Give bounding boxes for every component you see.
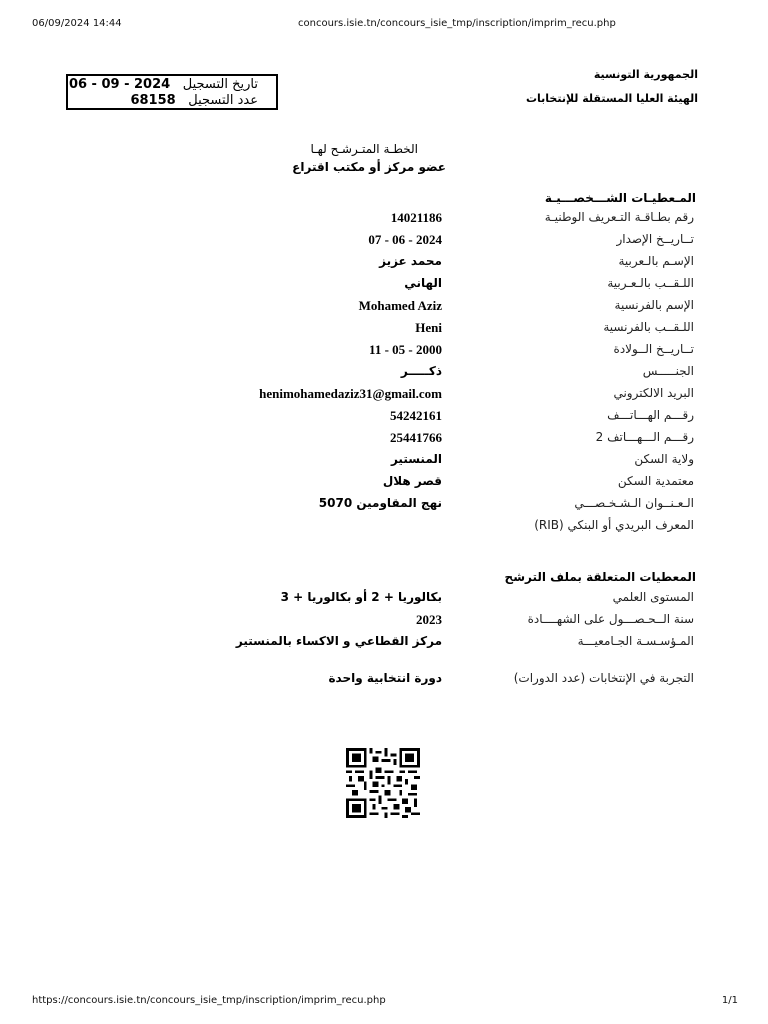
field-label: تــاريــخ الإصدار <box>616 232 694 246</box>
personal-row <box>0 320 768 338</box>
address: نهج المقاومين 5070 <box>318 496 442 510</box>
print-datetime: 06/09/2024 14:44 <box>32 18 122 29</box>
candidacy-section-title: المعطيات المتعلقة بملف الترشح <box>504 570 696 584</box>
registration-date-label: تاريخ التسجيل <box>182 77 258 92</box>
registration-number-label: عدد التسجيل <box>188 93 258 108</box>
field-label: رقم بطـاقـة التـعريف الوطنيـة <box>544 210 694 224</box>
field-label: معتمدية السكن <box>617 474 694 488</box>
gender: ذكـــــر <box>400 364 442 378</box>
personal-row <box>0 518 768 536</box>
personal-row <box>0 276 768 294</box>
registration-date-value: 06 - 09 - 2024 <box>68 77 171 92</box>
personal-row <box>0 342 768 360</box>
last-name-arabic: الهاني <box>404 276 442 290</box>
personal-row <box>0 232 768 250</box>
field-label: تــاريــخ الــولادة <box>613 342 694 356</box>
authority-title: الهيئة العليا المستقلة للإنتخابات <box>525 92 698 105</box>
plan-value: عضو مركز أو مكتب اقتراع <box>292 160 446 174</box>
personal-row <box>0 452 768 470</box>
field-label: سنة الــحـصـــول على الشهــــادة <box>527 612 694 626</box>
phone-2: 25441766 <box>390 430 442 445</box>
field-label: رقـــم الهـــاتـــف <box>607 408 694 422</box>
personal-row <box>0 408 768 426</box>
personal-row <box>0 210 768 228</box>
field-label: رقـــم الـــهـــاتف 2 <box>595 430 694 444</box>
field-label: المعرف البريدي أو البنكي (RIB) <box>534 518 694 532</box>
print-page-count: 1/1 <box>721 995 738 1006</box>
print-url-bottom: https://concours.isie.tn/concours_isie_tmp/inscription/imprim_recu.php <box>32 995 386 1006</box>
qr-code <box>346 748 420 818</box>
field-label: اللـقــب بالفرنسية <box>603 320 694 334</box>
field-label: ولاية السكن <box>634 452 694 466</box>
personal-row <box>0 254 768 272</box>
phone: 54242161 <box>390 408 442 423</box>
institution: مركز القطاعي و الاكساء بالمنستير <box>235 634 442 648</box>
candidacy-row <box>0 612 768 630</box>
email: henimohamedaziz31@gmail.com <box>259 386 442 401</box>
personal-row <box>0 386 768 404</box>
personal-row <box>0 430 768 448</box>
first-name-french: Mohamed Aziz <box>358 298 442 313</box>
candidacy-row <box>0 634 768 652</box>
registration-box <box>66 74 278 110</box>
election-experience: دورة انتخابية واحدة <box>328 671 442 685</box>
education-level: بكالوريا + 2 أو بكالوريا + 3 <box>280 590 442 604</box>
delegation: قصر هلال <box>382 474 442 488</box>
personal-row <box>0 496 768 514</box>
registration-number-value: 68158 <box>130 93 176 108</box>
field-label: الجنـــــس <box>642 364 694 378</box>
field-label: المـؤسـسـة الجـامعيـــة <box>577 634 694 648</box>
field-label: الـعـنــوان الـشـخـصـــي <box>574 496 694 510</box>
personal-row <box>0 364 768 382</box>
field-label: الإسم بالفرنسية <box>614 298 694 312</box>
governorate: المنستير <box>390 452 442 466</box>
field-label: اللـقــب بالـعـربية <box>607 276 694 290</box>
first-name-arabic: محمد عزيز <box>379 254 442 268</box>
registration-number-line <box>78 93 258 109</box>
print-url-top: concours.isie.tn/concours_isie_tmp/inscription/imprim_recu.php <box>298 18 616 29</box>
graduation-year: 2023 <box>416 612 442 627</box>
last-name-french: Heni <box>415 320 442 335</box>
republic-title: الجمهورية التونسية <box>593 68 698 81</box>
field-label: المستوى العلمي <box>612 590 694 604</box>
birth-date: 11 - 05 - 2000 <box>369 342 442 357</box>
candidacy-row <box>0 671 768 689</box>
issue-date: 07 - 06 - 2024 <box>368 232 442 247</box>
personal-section-title: المـعطيـات الشـــخصـــيـة <box>544 191 696 205</box>
registration-date-line <box>68 77 258 93</box>
field-label: البريد الالكتروني <box>613 386 694 400</box>
personal-row <box>0 298 768 316</box>
field-label: التجربة في الإنتخابات (عدد الدورات) <box>513 671 694 685</box>
personal-row <box>0 474 768 492</box>
field-label: الإسـم بالـعربية <box>618 254 694 268</box>
plan-title: الخطـة المتـرشـح لهـا <box>310 142 418 156</box>
candidacy-row <box>0 590 768 608</box>
id-card-number: 14021186 <box>390 210 442 225</box>
